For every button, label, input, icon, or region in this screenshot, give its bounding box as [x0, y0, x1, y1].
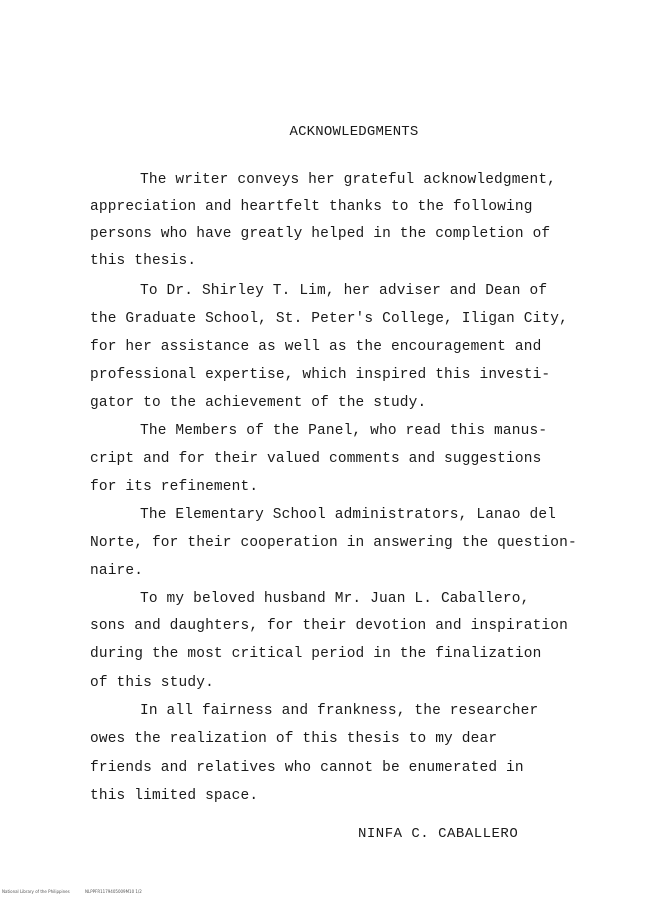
- text-line: friends and relatives who cannot be enumerated in: [90, 760, 524, 776]
- page-title: ACKNOWLEDGMENTS: [289, 124, 419, 140]
- text-line: naire.: [90, 563, 144, 579]
- scan-footer: [2, 889, 156, 894]
- text-line: In all fairness and frankness, the researcher: [140, 703, 539, 719]
- text-line: during the most critical period in the finalization: [90, 646, 542, 662]
- footer-library: National Library of the Philippines: [2, 889, 70, 894]
- text-line: The Elementary School administrators, Lanao del: [140, 507, 557, 523]
- text-line: cript and for their valued comments and suggestions: [90, 451, 542, 467]
- text-line: this limited space.: [90, 788, 259, 804]
- footer-code: NLPPFR1179405009M10 1/2: [85, 889, 142, 894]
- text-line: The Members of the Panel, who read this manus-: [140, 423, 548, 439]
- text-line: Norte, for their cooperation in answering the question-: [90, 535, 577, 551]
- text-line: professional expertise, which inspired this investi-: [90, 367, 551, 383]
- text-line: for its refinement.: [90, 479, 259, 495]
- text-line: owes the realization of this thesis to my dear: [90, 731, 498, 747]
- text-line: persons who have greatly helped in the completion of: [90, 226, 551, 242]
- text-line: The writer conveys her grateful acknowledgment,: [140, 172, 557, 188]
- text-line: for her assistance as well as the encouragement and: [90, 339, 542, 355]
- text-line: To Dr. Shirley T. Lim, her adviser and Dean of: [140, 283, 548, 299]
- text-line: sons and daughters, for their devotion and inspiration: [90, 618, 568, 634]
- text-line: appreciation and heartfelt thanks to the following: [90, 199, 533, 215]
- text-line: this thesis.: [90, 253, 197, 269]
- signature: NINFA C. CABALLERO: [358, 826, 519, 842]
- text-line: To my beloved husband Mr. Juan L. Caballero,: [140, 591, 530, 607]
- text-line: gator to the achievement of the study.: [90, 395, 427, 411]
- text-line: of this study.: [90, 675, 214, 691]
- text-line: the Graduate School, St. Peter's College, Iligan City,: [90, 311, 568, 327]
